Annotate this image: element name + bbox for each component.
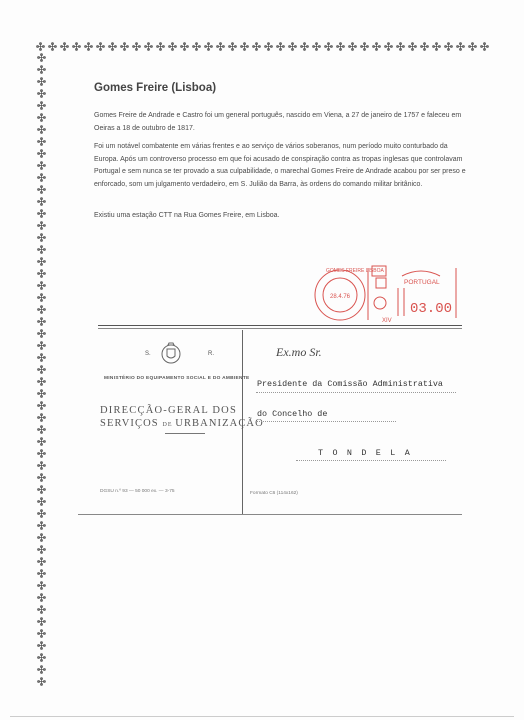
fleur-border-icon <box>360 42 369 51</box>
fleur-border-icon <box>276 42 285 51</box>
fleur-border-icon <box>37 665 46 674</box>
fleur-border-icon <box>216 42 225 51</box>
recipient-line2: do Concelho de <box>257 409 328 419</box>
fleur-border-icon <box>37 77 46 86</box>
department-de: DE <box>162 422 176 428</box>
page-title: Gomes Freire (Lisboa) <box>94 82 217 94</box>
fleur-border-icon <box>420 42 429 51</box>
fleur-border-icon <box>37 653 46 662</box>
form-code-left: DGSU n.º 93 — 50 000 ex. — 3-75 <box>100 489 175 494</box>
page-bottom-edge <box>10 716 514 717</box>
fleur-border-icon <box>468 42 477 51</box>
fleur-border-icon <box>37 605 46 614</box>
fleur-border-icon <box>37 245 46 254</box>
fleur-border-icon <box>37 197 46 206</box>
postmark-code: XIV <box>382 318 392 324</box>
envelope-department-line1: DIRECÇÃO-GERAL DOS <box>100 405 238 416</box>
fleur-border-icon <box>37 221 46 230</box>
fleur-border-icon <box>37 425 46 434</box>
fleur-border-icon <box>37 449 46 458</box>
postmark-country: PORTUGAL <box>404 279 440 286</box>
recipient-line1: Presidente da Comissão Administrativa <box>257 379 443 389</box>
fleur-border-icon <box>37 65 46 74</box>
fleur-border-icon <box>37 377 46 386</box>
envelope-initial-right: R. <box>208 351 214 357</box>
fleur-border-icon <box>37 413 46 422</box>
fleur-border-icon <box>37 557 46 566</box>
fleur-border-icon <box>37 53 46 62</box>
fleur-border-icon <box>37 365 46 374</box>
department-servicos: SERVIÇOS <box>100 418 163 429</box>
fleur-border-icon <box>396 42 405 51</box>
coat-of-arms-icon <box>160 341 182 365</box>
fleur-border-icon <box>252 42 261 51</box>
fleur-border-icon <box>37 233 46 242</box>
fleur-border-icon <box>37 101 46 110</box>
envelope-bottom-rule <box>78 514 462 515</box>
decorative-border-top <box>36 41 492 53</box>
fleur-border-icon <box>37 581 46 590</box>
fleur-border-icon <box>37 257 46 266</box>
fleur-border-icon <box>192 42 201 51</box>
envelope-initial-left: S. <box>145 351 151 357</box>
department-underline <box>165 433 205 434</box>
fleur-border-icon <box>348 42 357 51</box>
envelope-top-rule <box>98 325 462 326</box>
fleur-border-icon <box>444 42 453 51</box>
fleur-border-icon <box>336 42 345 51</box>
fleur-border-icon <box>228 42 237 51</box>
fleur-border-icon <box>132 42 141 51</box>
envelope-top-rule-inner <box>98 328 462 329</box>
fleur-border-icon <box>37 125 46 134</box>
fleur-border-icon <box>37 161 46 170</box>
fleur-border-icon <box>37 473 46 482</box>
fleur-border-icon <box>37 185 46 194</box>
address-rule-1 <box>256 392 456 393</box>
fleur-border-icon <box>48 42 57 51</box>
fleur-border-icon <box>456 42 465 51</box>
fleur-border-icon <box>408 42 417 51</box>
paragraph-biography: Gomes Freire de Andrade e Castro foi um general português, nascido em Viena, a 27 de janeiro de 1757 e faleceu em Oeiras a 18 de outubro de 1817. <box>94 112 462 132</box>
fleur-border-icon <box>37 593 46 602</box>
envelope-ministry: MINISTÉRIO DO EQUIPAMENTO SOCIAL E DO AMBIENTE <box>104 376 250 381</box>
fleur-border-icon <box>37 113 46 122</box>
fleur-border-icon <box>37 173 46 182</box>
fleur-border-icon <box>37 89 46 98</box>
fleur-border-icon <box>37 317 46 326</box>
fleur-border-icon <box>240 42 249 51</box>
fleur-border-icon <box>108 42 117 51</box>
fleur-border-icon <box>37 149 46 158</box>
fleur-border-icon <box>288 42 297 51</box>
postmark-circle-text: GOMES FREIRE LISBOA <box>326 268 384 274</box>
envelope-department-line2 <box>100 418 264 429</box>
fleur-border-icon <box>37 569 46 578</box>
fleur-border-icon <box>36 42 45 51</box>
fleur-border-icon <box>84 42 93 51</box>
form-code-right: Formato C6 (114x162) <box>250 491 298 496</box>
fleur-border-icon <box>37 269 46 278</box>
fleur-border-icon <box>37 677 46 686</box>
fleur-border-icon <box>37 617 46 626</box>
fleur-border-icon <box>168 42 177 51</box>
fleur-border-icon <box>324 42 333 51</box>
fleur-border-icon <box>264 42 273 51</box>
fleur-border-icon <box>37 341 46 350</box>
fleur-border-icon <box>144 42 153 51</box>
fleur-border-icon <box>37 485 46 494</box>
fleur-border-icon <box>37 461 46 470</box>
address-rule-3 <box>296 460 446 461</box>
fleur-border-icon <box>372 42 381 51</box>
fleur-border-icon <box>37 293 46 302</box>
fleur-border-icon <box>37 209 46 218</box>
fleur-border-icon <box>37 353 46 362</box>
department-urbanizacao: URBANIZAÇÃO <box>175 418 264 429</box>
fleur-border-icon <box>72 42 81 51</box>
fleur-border-icon <box>180 42 189 51</box>
fleur-border-icon <box>312 42 321 51</box>
fleur-border-icon <box>37 329 46 338</box>
fleur-border-icon <box>37 521 46 530</box>
fleur-border-icon <box>96 42 105 51</box>
fleur-border-icon <box>37 389 46 398</box>
fleur-border-icon <box>60 42 69 51</box>
paragraph-ctt-station: Existiu uma estação CTT na Rua Gomes Freire, em Lisboa. <box>94 212 280 219</box>
fleur-border-icon <box>120 42 129 51</box>
fleur-border-icon <box>37 509 46 518</box>
fleur-border-icon <box>156 42 165 51</box>
fleur-border-icon <box>37 629 46 638</box>
address-rule-2 <box>256 421 396 422</box>
fleur-border-icon <box>37 305 46 314</box>
postmark-date: 28.4.76 <box>329 294 351 300</box>
decorative-border-left <box>36 53 48 693</box>
fleur-border-icon <box>300 42 309 51</box>
fleur-border-icon <box>432 42 441 51</box>
fleur-border-icon <box>204 42 213 51</box>
fleur-border-icon <box>37 437 46 446</box>
fleur-border-icon <box>37 545 46 554</box>
postmark-value: 03.00 <box>410 301 453 317</box>
fleur-border-icon <box>37 497 46 506</box>
fleur-border-icon <box>37 533 46 542</box>
fleur-border-icon <box>37 641 46 650</box>
paragraph-history: Foi um notável combatente em várias frentes e ao serviço de vários soberanos, num período muito conturbado da Europa. Após um controverso processo em que foi acusado de conspiração contra as tropas inglesas que controlavam Portugal e sem nunca se ter provado a sua culpabilidade, o marechal Gomes Freire de Andrade acabou por ser preso e enforcado, som um julgamento verdadeiro, em S. Julião da Barra, às ordens do comando militar britânico. <box>94 143 466 188</box>
salutation: Ex.mo Sr. <box>276 345 322 359</box>
fleur-border-icon <box>37 401 46 410</box>
postmark-stamp-icon <box>306 258 470 328</box>
recipient-city: T O N D E L A <box>318 448 412 458</box>
fleur-border-icon <box>480 42 489 51</box>
fleur-border-icon <box>37 281 46 290</box>
fleur-border-icon <box>37 137 46 146</box>
fleur-border-icon <box>384 42 393 51</box>
